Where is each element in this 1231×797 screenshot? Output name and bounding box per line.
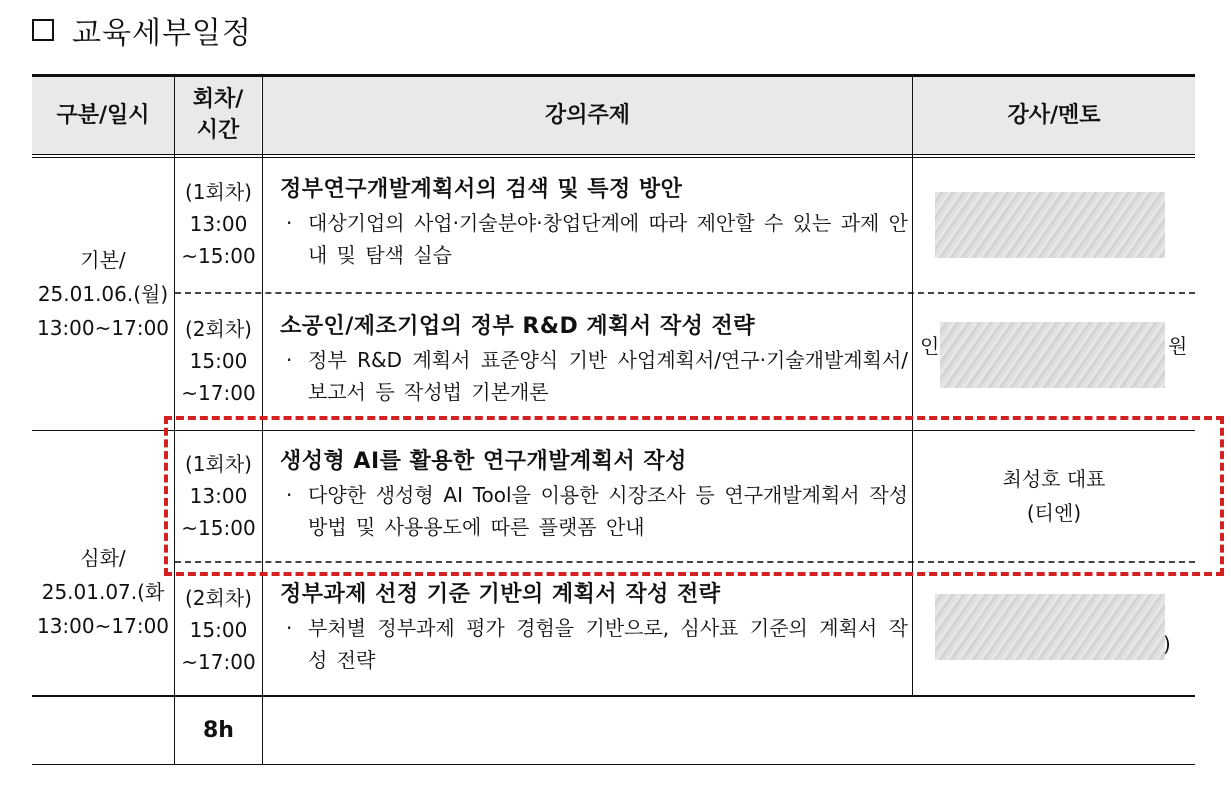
bullet-text: 대상기업의 사업·기술분야·창업단계에 따라 제안할 수 있는 과제 안내 및 탐색 실습	[308, 211, 908, 267]
session-number: (2회차)	[185, 586, 252, 610]
bullet-icon: ·	[286, 211, 293, 235]
topic-cell	[280, 578, 908, 676]
instructor-name: 최성호 대표	[1002, 467, 1106, 491]
session-cell	[175, 582, 262, 678]
instructor-partial-suffix: )	[1163, 632, 1171, 656]
group-time: 13:00~17:00	[36, 614, 170, 638]
session-end: ~15:00	[181, 244, 256, 268]
topic-title: 소공인/제조기업의 정부 R&D 계획서 작성 전략	[280, 314, 756, 339]
session-start: 15:00	[189, 618, 248, 642]
header-category: 구분/일시	[32, 76, 174, 154]
section-title-text: 교육세부일정	[72, 16, 252, 51]
bullet-text: 다양한 생성형 AI Tool을 이용한 시장조사 등 연구개발계획서 작성 방법 및 사용용도에 따른 플랫폼 안내	[308, 483, 908, 539]
table-top-border	[32, 74, 1195, 77]
session-number: (1회차)	[185, 452, 252, 476]
group-label: 심화/	[80, 546, 126, 570]
total-hours: 8h	[203, 717, 234, 743]
instructor-partial-prefix: 인	[920, 334, 940, 358]
topic-bullet	[280, 612, 908, 676]
topic-title: 생성형 AI를 활용한 연구개발계획서 작성	[280, 449, 687, 474]
col-divider	[912, 74, 913, 696]
bullet-icon: ·	[286, 348, 293, 372]
topic-cell	[280, 310, 908, 408]
bullet-icon: ·	[286, 616, 293, 640]
header-instructor: 강사/멘토	[913, 76, 1195, 154]
session-end: ~17:00	[181, 650, 256, 674]
header-divider	[32, 154, 1195, 155]
redacted-instructor-image	[940, 322, 1165, 388]
group-date: 25.01.06.(월)	[37, 282, 169, 306]
header-session-line1: 회차/	[192, 87, 244, 112]
highlight-box	[164, 416, 1224, 576]
bullet-icon: ·	[286, 483, 293, 507]
header-topic: 강의주제	[263, 76, 912, 154]
redacted-instructor-image	[935, 594, 1165, 660]
session-cell	[175, 176, 262, 272]
section-title	[32, 8, 252, 52]
group-cell-basic	[32, 158, 174, 430]
topic-cell	[280, 173, 908, 271]
header-session	[175, 76, 261, 154]
group-time: 13:00~17:00	[36, 316, 170, 340]
session-end: ~17:00	[181, 381, 256, 405]
row-dashed-divider	[175, 292, 1195, 294]
header-session-line2: 시간	[196, 118, 240, 143]
topic-title: 정부연구개발계획서의 검색 및 특정 방안	[280, 177, 683, 202]
instructor-org: (티엔)	[1026, 501, 1082, 525]
session-start: 13:00	[189, 212, 248, 236]
session-end: ~15:00	[181, 516, 256, 540]
topic-bullet	[280, 207, 908, 271]
empty-checkbox-icon	[32, 19, 54, 41]
session-start: 15:00	[189, 349, 248, 373]
table-bottom-border	[32, 764, 1195, 765]
session-start: 13:00	[189, 484, 248, 508]
bullet-text: 정부 R&D 계획서 표준양식 기반 사업계획서/연구·기술개발계획서/보고서 등 작성법 기본개론	[308, 348, 908, 404]
session-number: (2회차)	[185, 317, 252, 341]
session-cell	[175, 313, 262, 409]
bullet-text: 부처별 정부과제 평가 경험을 기반으로, 심사표 기준의 계획서 작성 전략	[308, 616, 908, 672]
topic-title: 정부과제 선정 기준 기반의 계획서 작성 전략	[280, 582, 721, 607]
group-label: 기본/	[80, 248, 126, 272]
group-cell-advanced	[32, 431, 174, 695]
session-number: (1회차)	[185, 180, 252, 204]
instructor-partial-suffix: 원	[1168, 334, 1188, 358]
redacted-instructor-image	[935, 192, 1165, 258]
group-date: 25.01.07.(화	[41, 580, 165, 604]
header-divider-double	[32, 157, 1195, 158]
topic-bullet	[280, 344, 908, 408]
